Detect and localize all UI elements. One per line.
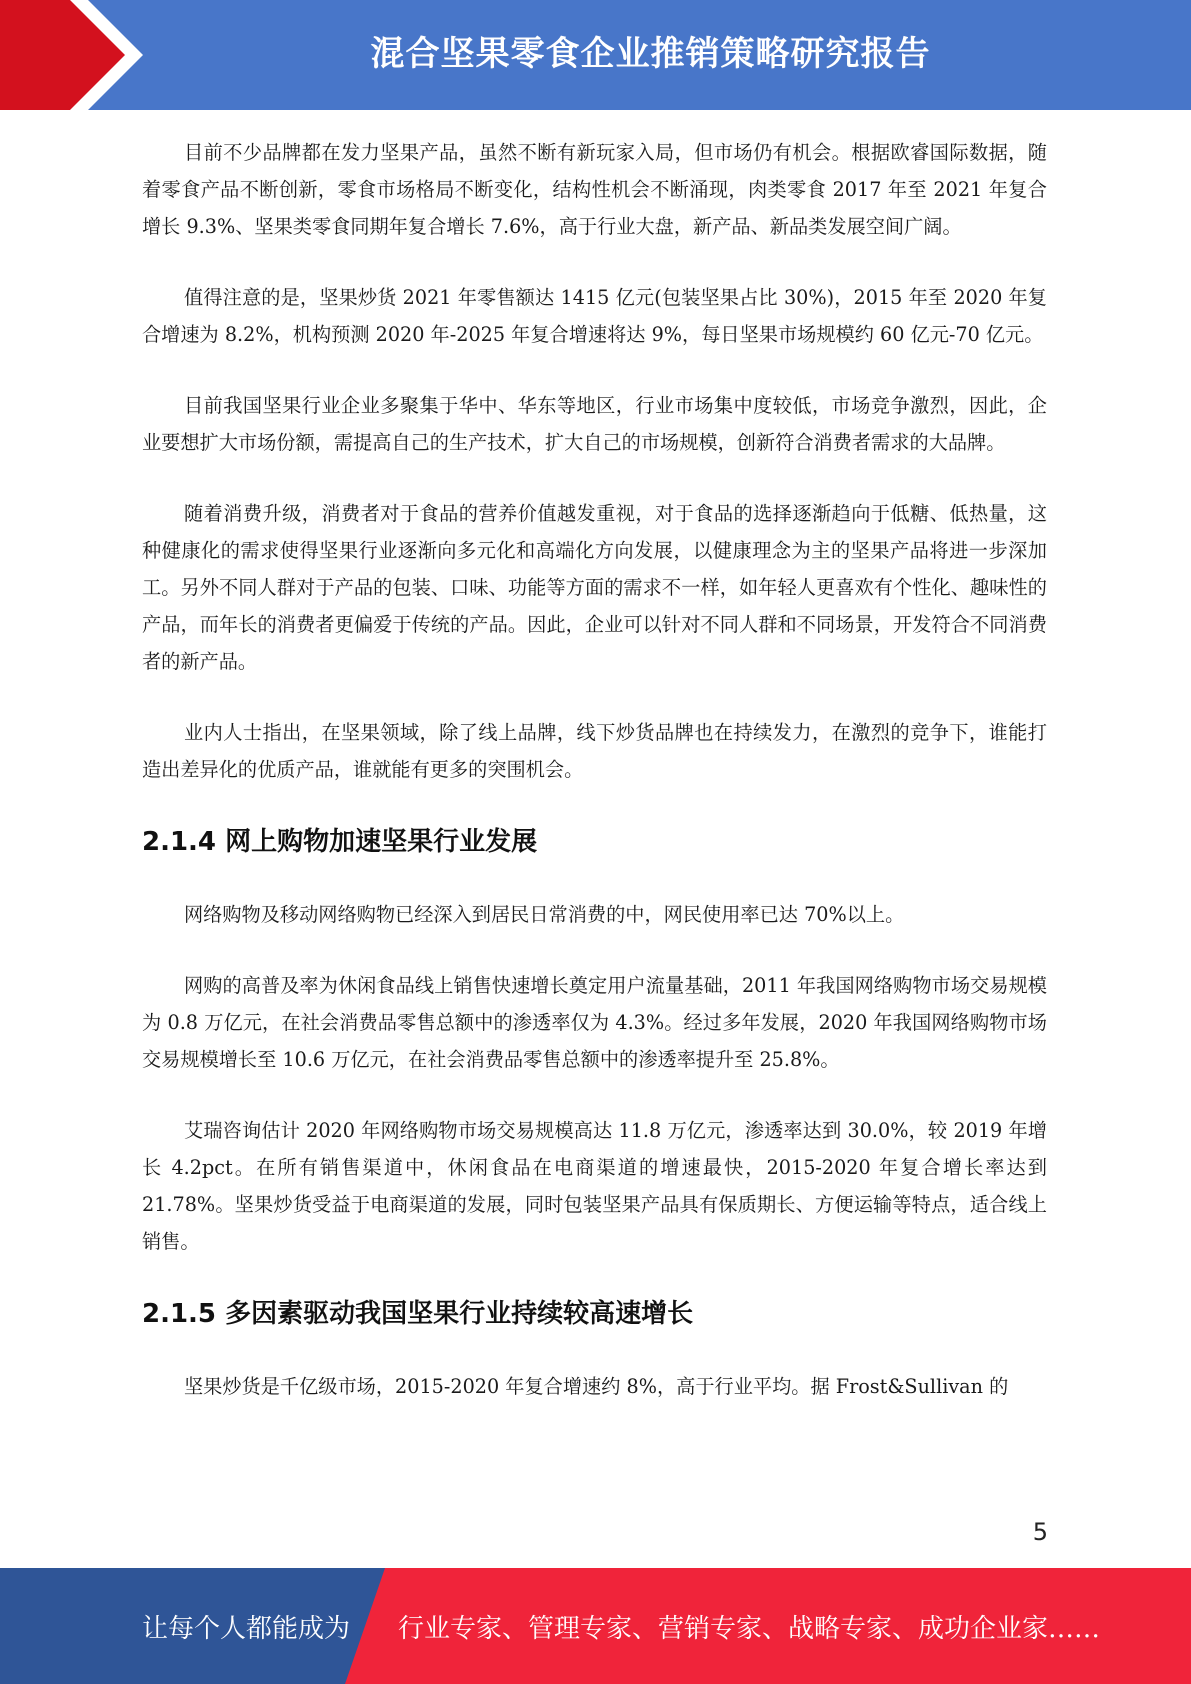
header-arrow-decoration	[0, 0, 160, 110]
section-heading-2-1-4: 2.1.4 网上购物加速坚果行业发展	[142, 827, 538, 857]
paragraph: 目前不少品牌都在发力坚果产品，虽然不断有新玩家入局，但市场仍有机会。根据欧睿国际数据，随着零食产品不断创新，零食市场格局不断变化，结构性机会不断涌现，肉类零食 2017 年至 2021 年复合增长 9.3%、坚果类零食同期年复合增长 7.6%，高于行业大盘，新产品、新品类发展空间广阔。	[142, 141, 1047, 238]
page-footer	[0, 1568, 1191, 1684]
paragraph: 随着消费升级，消费者对于食品的营养价值越发重视，对于食品的选择逐渐趋向于低糖、低热量，这种健康化的需求使得坚果行业逐渐向多元化和高端化方向发展，以健康理念为主的坚果产品将进一步深加工。另外不同人群对于产品的包装、口味、功能等方面的需求不一样，如年轻人更喜欢有个性化、趣味性的产品，而年长的消费者更偏爱于传统的产品。因此，企业可以针对不同人群和不同场景，开发符合不同消费者的新产品。	[142, 502, 1047, 673]
paragraph: 坚果炒货是千亿级市场，2015-2020 年复合增速约 8%，高于行业平均。据 Frost&Sullivan 的	[184, 1375, 1009, 1398]
report-title: 混合坚果零食企业推销策略研究报告	[370, 34, 931, 74]
page-header	[0, 0, 1191, 110]
paragraph: 业内人士指出，在坚果领域，除了线上品牌，线下炒货品牌也在持续发力，在激烈的竞争下，谁能打造出差异化的优质产品，谁就能有更多的突围机会。	[142, 721, 1047, 781]
main-content	[142, 134, 1047, 1439]
paragraph: 目前我国坚果行业企业多聚集于华中、华东等地区，行业市场集中度较低，市场竞争激烈，因此，企业要想扩大市场份额，需提高自己的生产技术，扩大自己的市场规模，创新符合消费者需求的大品牌。	[142, 394, 1047, 454]
paragraph: 艾瑞咨询估计 2020 年网络购物市场交易规模高达 11.8 万亿元，渗透率达到 30.0%，较 2019 年增长 4.2pct。在所有销售渠道中，休闲食品在电商渠道的增速最快，2015-2020 年复合增长率达到 21.78%。坚果炒货受益于电商渠道的发展，同时包装坚果产品具有保质期长、方便运输等特点，适合线上销售。	[142, 1119, 1047, 1253]
footer-slogan-left: 让每个人都能成为	[142, 1614, 351, 1644]
footer-slogan-right: 行业专家、管理专家、营销专家、战略专家、成功企业家……	[398, 1614, 1101, 1644]
page-number: 5	[1032, 1518, 1048, 1546]
paragraph: 网购的高普及率为休闲食品线上销售快速增长奠定用户流量基础，2011 年我国网络购物市场交易规模为 0.8 万亿元，在社会消费品零售总额中的渗透率仅为 4.3%。经过多年发展，2020 年我国网络购物市场交易规模增长至 10.6 万亿元，在社会消费品零售总额中的渗透率提升至 25.8%。	[142, 974, 1047, 1071]
paragraph: 网络购物及移动网络购物已经深入到居民日常消费的中，网民使用率已达 70%以上。	[184, 903, 905, 926]
section-heading-2-1-5: 2.1.5 多因素驱动我国坚果行业持续较高速增长	[142, 1299, 694, 1329]
paragraph: 值得注意的是，坚果炒货 2021 年零售额达 1415 亿元(包装坚果占比 30%)，2015 年至 2020 年复合增速为 8.2%，机构预测 2020 年-2025 年复合增速将达 9%，每日坚果市场规模约 60 亿元-70 亿元。	[142, 286, 1047, 346]
